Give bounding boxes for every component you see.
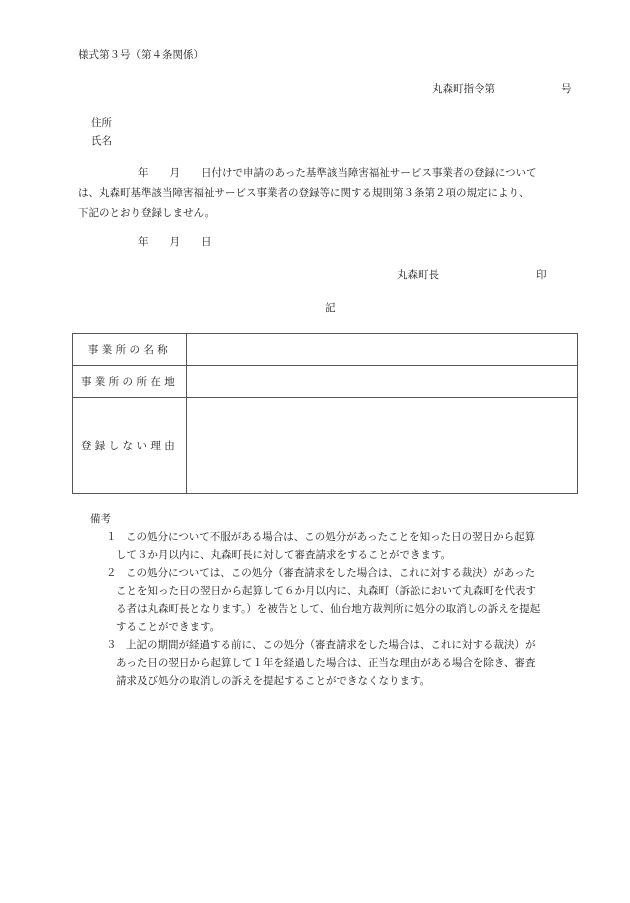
- note-item: [84, 528, 584, 564]
- note-line: あった日の翌日から起算して１年を経過した場合は、正当な理由がある場合を除き、審査: [116, 657, 536, 669]
- note-number: ２: [106, 567, 117, 579]
- note-line: 上記の期間が経過する前に、この処分（審査請求をした場合は、これに対する裁決）が: [126, 639, 536, 651]
- ki-heading: 記: [325, 302, 336, 314]
- issuer-title: 丸森町長: [397, 269, 439, 281]
- body-line: 下記のとおり登録しません。: [78, 207, 216, 219]
- body-line: 年 月 日付けで申請のあった基準該当障害福祉サービス事業者の登録について: [138, 167, 537, 179]
- notes-title: 備考: [90, 513, 111, 525]
- body-paragraph: [78, 163, 582, 223]
- reference-prefix: 丸森町指令第: [432, 83, 495, 95]
- note-line: この処分について不服がある場合は、この処分があったことを知った日の翌日から起算: [126, 531, 536, 543]
- note-number: １: [106, 531, 117, 543]
- table-row: [73, 398, 578, 494]
- row-value: [187, 366, 578, 398]
- note-line: して３か月以内に、丸森町長に対して審査請求をすることができます。: [116, 549, 452, 561]
- date-line: 年 月 日: [138, 236, 212, 248]
- note-line: することができます。: [116, 621, 221, 633]
- note-line: ことを知った日の翌日から起算して６か月以内に、丸森町（訴訟において丸森町を代表す: [116, 585, 536, 597]
- row-label: 事業所の名称: [73, 334, 187, 366]
- address-label: 住所: [91, 117, 112, 129]
- row-value: [187, 334, 578, 366]
- note-item: [84, 564, 584, 636]
- row-label: 事業所の所在地: [73, 366, 187, 398]
- row-value: [187, 398, 578, 494]
- registration-table: [72, 333, 578, 494]
- note-line: この処分については、この処分（審査請求をした場合は、これに対する裁決）があった: [126, 567, 536, 579]
- seal-mark: 印: [536, 269, 547, 281]
- reference-suffix: 号: [561, 83, 572, 95]
- note-line: る者は丸森町長となります。）を被告として、仙台地方裁判所に処分の取消しの訴えを提起: [116, 603, 541, 615]
- note-number: ３: [106, 639, 117, 651]
- table-row: [73, 334, 578, 366]
- table-row: [73, 366, 578, 398]
- name-label: 氏名: [91, 135, 112, 147]
- row-label: 登録しない理由: [73, 398, 187, 494]
- note-item: [84, 636, 584, 690]
- form-number: 様式第３号（第４条関係）: [78, 49, 204, 61]
- note-line: 請求及び処分の取消しの訴えを提起することができなくなります。: [116, 675, 431, 687]
- body-line: は、丸森町基準該当障害福祉サービス事業者の登録等に関する規則第３条第２項の規定により、: [78, 187, 530, 199]
